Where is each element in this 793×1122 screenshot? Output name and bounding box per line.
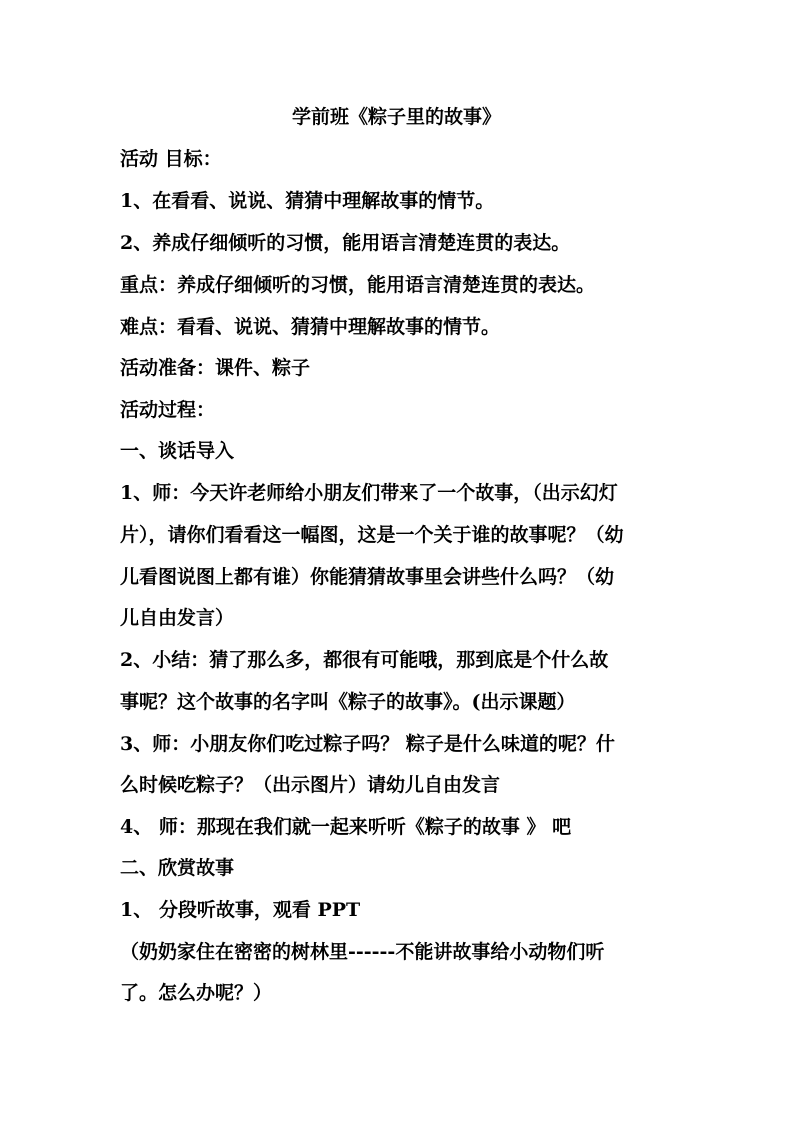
- step-heading-story: 二、欣赏故事: [120, 857, 235, 879]
- paragraph-line: （奶奶家住在密密的树林里------不能讲故事给小动物们听: [120, 941, 605, 963]
- paragraph-line: 片），请你们看看这一幅图，这是一个关于谁的故事呢？（幼: [120, 524, 624, 546]
- step-heading-intro: 一、谈话导入: [120, 440, 235, 462]
- paragraph-line: 么时候吃粽子？（出示图片）请幼儿自由发言: [120, 774, 501, 796]
- paragraph-line: 2、小结：猜了那么多，都很有可能哦，那到底是个什么故: [120, 649, 609, 671]
- document-title: 学前班《粽子里的故事》: [291, 106, 501, 128]
- difficult-point: 难点：看看、说说、猜猜中理解故事的情节。: [120, 316, 501, 338]
- goal-1: 1、在看看、说说、猜猜中理解故事的情节。: [120, 190, 495, 212]
- preparation: 活动准备：课件、粽子: [120, 357, 311, 379]
- paragraph-line: 3、师：小朋友你们吃过粽子吗？ 粽子是什么味道的呢？什: [120, 733, 615, 755]
- paragraph-line: 了。怎么办呢？）: [120, 982, 273, 1004]
- section-heading-process: 活动过程：: [120, 399, 216, 421]
- section-heading-goals: 活动 目标：: [120, 148, 222, 170]
- goal-2: 2、养成仔细倾听的习惯，能用语言清楚连贯的表达。: [120, 232, 571, 254]
- paragraph-line: 儿自由发言）: [120, 607, 235, 629]
- paragraph-line: 事呢？这个故事的名字叫《粽子的故事》。(出示课题）: [120, 691, 576, 713]
- paragraph-line: 儿看图说图上都有谁）你能猜猜故事里会讲些什么吗？（幼: [120, 566, 615, 588]
- key-point: 重点：养成仔细倾听的习惯，能用语言清楚连贯的表达。: [120, 274, 596, 296]
- paragraph-line: 1、师：今天许老师给小朋友们带来了一个故事，（出示幻灯: [120, 482, 618, 504]
- paragraph-line: 4、 师：那现在我们就一起来听听《粽子的故事 》 吧: [120, 816, 572, 838]
- paragraph-line: 1、 分段听故事，观看 PPT: [120, 899, 361, 921]
